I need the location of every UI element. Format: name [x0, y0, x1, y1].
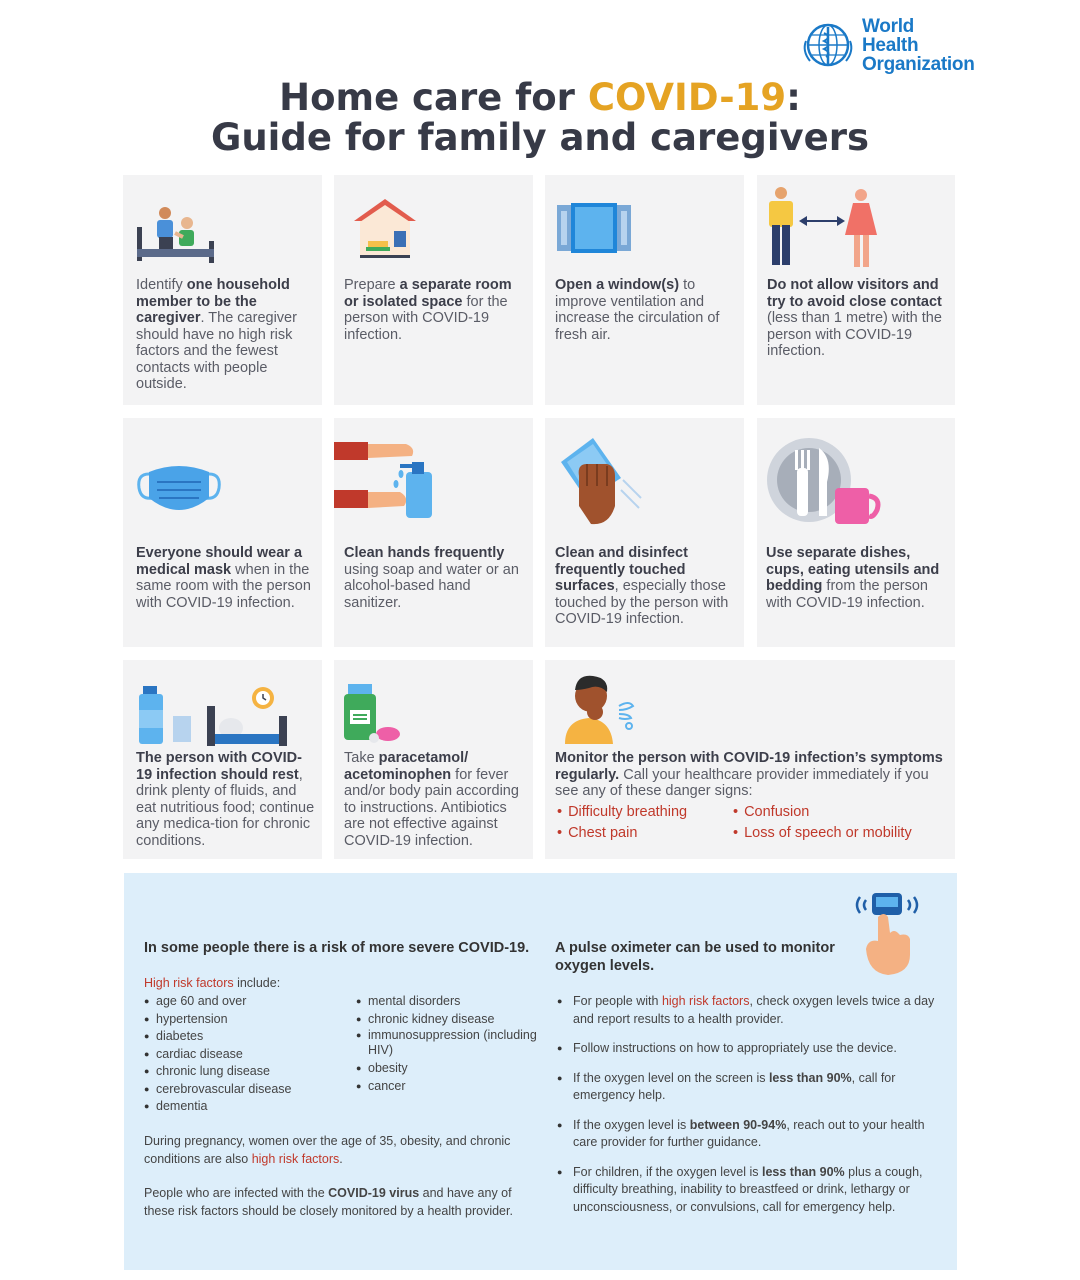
danger-sign: • Difficulty breathing	[557, 802, 733, 823]
logo-line-1: World Health	[862, 15, 919, 56]
ox-text: For children, if the oxygen level is	[573, 1164, 762, 1179]
ox-text-bold: less than 90%	[761, 1164, 845, 1179]
ox-text: , call for emergency help.	[573, 1070, 896, 1102]
title-part-a: Home care for	[279, 76, 588, 119]
risk-intro-red: High risk factors	[144, 976, 234, 990]
oximeter-list	[555, 993, 935, 1228]
caregiver-icon	[135, 205, 219, 267]
list-item	[555, 1164, 935, 1217]
card-monitor-symptoms-text	[555, 750, 947, 800]
card-text-bold: a separate room or isolated space	[344, 277, 512, 310]
card-text-a: Take	[344, 750, 379, 766]
card-text-bold: Clean and disinfect frequently touched surfaces	[555, 545, 688, 594]
ox-text-bold: between 90-94%	[689, 1117, 787, 1132]
card-mask	[123, 418, 322, 647]
card-text-b: , especially those touched by the person with COVID-19 infection.	[555, 578, 729, 627]
title-accent: COVID-19	[587, 76, 787, 119]
card-separate-dishes-text	[766, 545, 952, 611]
card-disinfect-text	[555, 545, 739, 628]
list-item	[555, 1070, 935, 1105]
ox-text: , check oxygen levels twice a day and report results to a health provider.	[573, 994, 935, 1026]
list-item	[555, 1040, 935, 1058]
card-rest-text	[136, 750, 316, 849]
monitor-text-a: People who are infected with the	[144, 1186, 329, 1200]
title-line-2: Guide for family and caregivers	[210, 116, 870, 159]
list-item: ● immunosuppression (including HIV)	[356, 1028, 552, 1058]
card-paracetamol-text	[344, 750, 530, 849]
monitor-person-icon	[559, 670, 639, 744]
ox-text: If the oxygen level on the screen is	[573, 1070, 769, 1085]
card-paracetamol	[334, 660, 533, 859]
list-item: ● mental disorders	[356, 993, 552, 1011]
logo-line-2: Organization	[862, 53, 975, 75]
danger-signs-list	[557, 802, 937, 844]
card-disinfect	[545, 418, 744, 647]
list-item	[555, 993, 935, 1028]
card-text-b: (less than 1 metre) with the person with COVID-19 infection.	[767, 310, 942, 359]
house-icon	[352, 195, 418, 261]
card-text-bold: Clean hands frequently	[344, 545, 505, 561]
card-window-text	[555, 277, 737, 343]
card-text-b: for fever and/or body pain according to instructions. Antibiotics are not effective against COVID-19 infection.	[344, 766, 519, 849]
hand-wash-icon	[334, 440, 434, 522]
who-emblem-icon	[800, 21, 856, 69]
card-text-bold: one household member to be the caregiver	[136, 277, 290, 326]
card-no-visitors	[757, 175, 955, 405]
monitor-text-b: and have any of these risk factors should be closely monitored by a health provider.	[144, 1186, 513, 1218]
card-monitor-symptoms	[545, 660, 955, 859]
card-text-b: , drink plenty of fluids, and eat nutritious food; continue any medica-tion for chronic conditions.	[136, 766, 315, 849]
card-text-a: Identify	[136, 277, 187, 293]
card-text-a: Prepare	[344, 277, 400, 293]
card-caregiver-text	[136, 277, 314, 393]
mask-icon	[135, 462, 223, 520]
card-clean-hands-text	[344, 545, 528, 611]
list-item: ● cardiac disease	[144, 1046, 344, 1064]
pulse-oximeter-icon	[854, 889, 920, 977]
card-mask-text	[136, 545, 316, 611]
risk-intro-rest: include:	[233, 976, 281, 990]
card-text-bold: Do not allow visitors and try to avoid close contact	[767, 277, 942, 310]
card-text-b: for the person with COVID-19 infection.	[344, 293, 508, 343]
card-no-visitors-text	[767, 277, 951, 360]
card-text-b: from the person with COVID-19 infection.	[766, 578, 928, 611]
risk-list-col1	[144, 993, 344, 1116]
distance-icon	[763, 185, 883, 271]
card-text-bold: Everyone should wear a medical mask	[136, 545, 303, 578]
card-text-bold: Use separate dishes, cups, eating utensils and bedding	[766, 545, 940, 594]
card-rest	[123, 660, 322, 859]
list-item: ● cancer	[356, 1078, 552, 1096]
dishes-icon	[765, 438, 885, 530]
card-text-b: Call your healthcare provider immediately if you see any of these danger signs:	[555, 766, 929, 799]
list-item: ● chronic kidney disease	[356, 1011, 552, 1029]
medicine-icon	[344, 684, 404, 746]
list-item: ● chronic lung disease	[144, 1063, 344, 1081]
monitor-text-bold: COVID-19 virus	[328, 1186, 420, 1200]
risk-list-col2	[356, 993, 552, 1095]
card-separate-dishes	[757, 418, 955, 647]
list-item	[555, 1117, 935, 1152]
ox-text: For people with	[573, 994, 662, 1008]
oximeter-heading: A pulse oximeter can be used to monitor oxygen levels.	[555, 940, 835, 974]
danger-sign: • Loss of speech or mobility	[733, 823, 933, 844]
ox-text-red: high risk factors	[661, 994, 750, 1008]
card-text-b: when in the same room with the person with COVID-19 infection.	[136, 561, 311, 611]
ox-text: If the oxygen level is	[573, 1117, 690, 1132]
ox-text: , reach out to your health care provider for further guidance.	[573, 1117, 925, 1149]
card-text-b: to improve ventilation and increase the circulation of fresh air.	[555, 277, 720, 343]
pregnancy-text-red: high risk factors	[251, 1151, 340, 1166]
window-icon	[557, 203, 631, 253]
disinfect-icon	[557, 436, 647, 530]
title-part-b: :	[786, 76, 801, 119]
pregnancy-text-a: During pregnancy, women over the age of 35, obesity, and chronic conditions are also	[144, 1134, 511, 1166]
card-text-bold: paracetamol/ acetominophen	[344, 750, 469, 783]
card-text-b: using soap and water or an alcohol-based hand sanitizer.	[344, 561, 519, 611]
card-text-b: . The caregiver should have no high risk factors and the fewest contacts with people outside.	[136, 310, 297, 392]
risk-intro	[144, 975, 444, 993]
ox-text-bold: less than 90%	[768, 1070, 852, 1085]
danger-sign: • Confusion	[733, 802, 933, 823]
rest-icon	[139, 686, 289, 746]
monitor-note	[144, 1185, 534, 1220]
list-item: ● age 60 and over	[144, 993, 344, 1011]
danger-sign: • Chest pain	[557, 823, 733, 844]
card-text-bold: The person with COVID-19 infection should rest	[136, 750, 302, 783]
risk-heading: In some people there is a risk of more severe COVID-19.	[144, 940, 530, 956]
card-text-bold: Open a window(s)	[555, 277, 680, 293]
card-window	[545, 175, 744, 405]
card-text-bold: Monitor the person with COVID-19 infection’s symptoms regularly.	[555, 750, 943, 783]
list-item: ● cerebrovascular disease	[144, 1081, 344, 1099]
ox-text: Follow instructions on how to appropriately use the device.	[573, 1041, 897, 1055]
list-item: ● diabetes	[144, 1028, 344, 1046]
card-separate-room-text	[344, 277, 526, 343]
list-item: ● obesity	[356, 1060, 552, 1078]
ox-text: plus a cough, difficulty breathing, inability to breastfeed or drink, lethargy or unconsciousness, or convulsions, call for emergency help.	[573, 1164, 923, 1214]
pregnancy-note	[144, 1133, 534, 1168]
pregnancy-text-b: .	[339, 1151, 343, 1166]
card-clean-hands	[334, 418, 533, 647]
page-title	[0, 78, 1080, 158]
list-item: ● dementia	[144, 1098, 344, 1116]
card-caregiver	[123, 175, 322, 405]
card-separate-room	[334, 175, 533, 405]
who-logo	[800, 15, 975, 75]
list-item: ● hypertension	[144, 1011, 344, 1029]
info-panel	[124, 873, 957, 1270]
